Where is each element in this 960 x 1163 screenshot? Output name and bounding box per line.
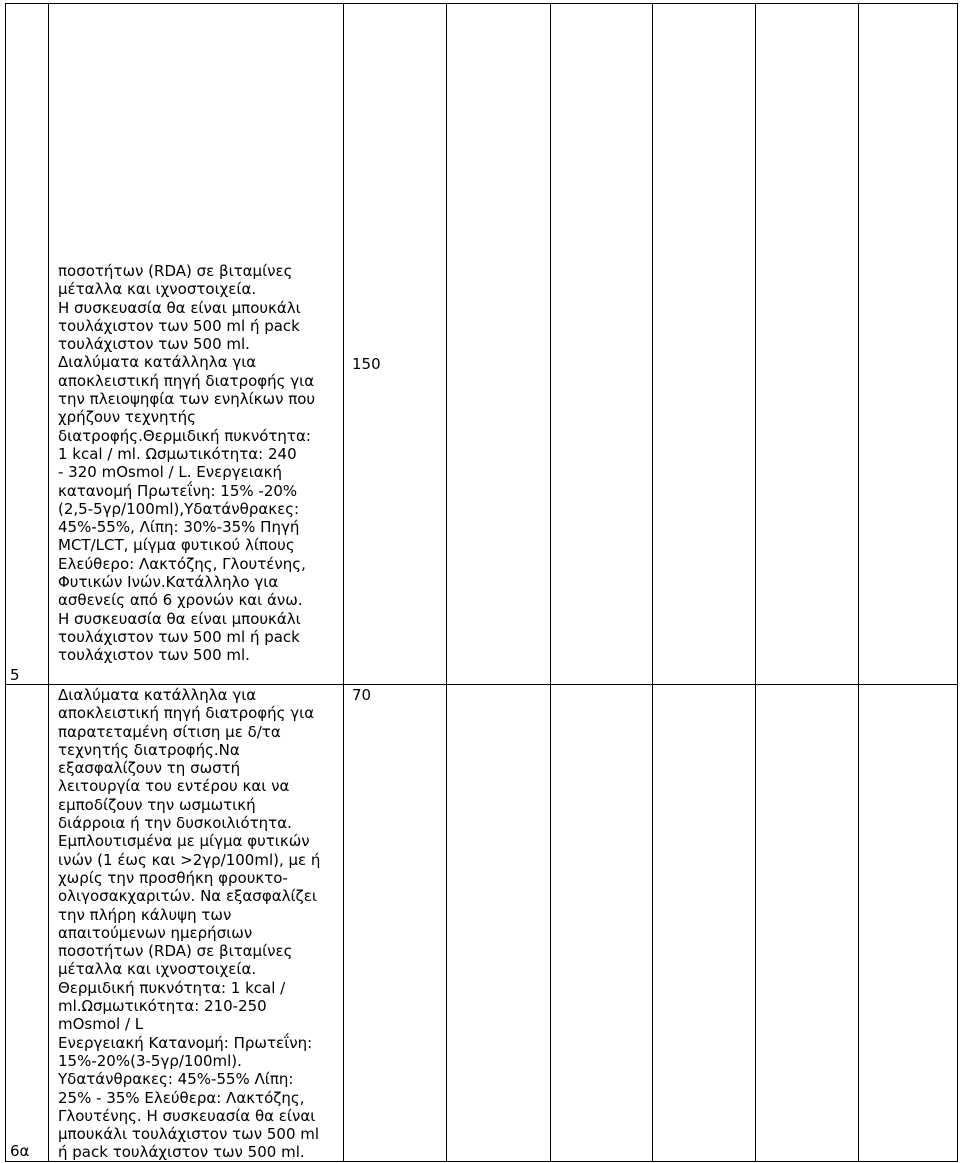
column-divider (755, 3, 756, 1162)
column-divider (5, 3, 6, 1162)
row-quantity: 150 (352, 355, 381, 373)
column-divider (446, 3, 447, 1162)
row-divider (5, 684, 958, 685)
row-quantity: 70 (352, 686, 372, 704)
row-number: 6α (10, 1142, 30, 1160)
table-top-border (5, 3, 958, 4)
column-divider (957, 3, 958, 1162)
row-number: 5 (10, 666, 20, 684)
row-description: Διαλύματα κατάλληλα για αποκλειστική πηγή διατροφής για παρατεταμένη σίτιση με δ/τα τεχνητής διατροφής.Να εξασφαλίζουν τη σωστή λειτουργία του εντέρου και να εμποδίζουν την ωσμωτική διάρροια ή την δυσκοιλιότητα. Εμπλουτισμένα με μίγμα φυτικών ινών (1 έως και >2γρ/100ml), με ή χωρίς την προσθήκη φρουκτο- ολιγοσακχαριτών. Να εξασφαλίζει την πλήρη κάλυψη των απαιτούμενων ημερήσιων ποσοτήτων (RDA) σε βιταμίνες μέταλλα και ιχνοστοιχεία. Θερμιδική πυκνότητα: 1 kcal / ml.Ωσμωτικότητα: 210-250 mOsmol / L Ενεργειακή Κατανομή: Πρωτεΐνη: 15%-20%(3-5γρ/100ml). Υδατάνθρακες: 45%-55% Λίπη: 25% - 35% Ελεύθερα: Λακτόζης, Γλουτένης. Η συσκευασία θα είναι μπουκάλι τουλάχιστον των 500 ml ή pack τουλάχιστον των 500 ml. (58, 686, 321, 1162)
column-divider (550, 3, 551, 1162)
row-description: ποσοτήτων (RDA) σε βιταμίνες μέταλλα και ιχνοστοιχεία. Η συσκευασία θα είναι μπουκάλι τουλάχιστον των 500 ml ή pack τουλάχιστον των 500 ml. Διαλύματα κατάλληλα για αποκλειστική πηγή διατροφής για την πλειοψηφία των ενηλίκων που χρήζουν τεχνητής διατροφής.Θερμιδική πυκνότητα: 1 kcal / ml. Ωσμωτικότητα: 240 - 320 mOsmol / L. Ενεργειακή κατανομή Πρωτεΐνη: 15% -20% (2,5-5γρ/100ml),Υδατάνθρακες: 45%-55%, Λίπη: 30%-35% Πηγή MCT/LCT, μίγμα φυτικού λίπους Ελεύθερο: Λακτόζης, Γλουτένης, Φυτικών Ινών.Κατάλληλο για ασθενείς από 6 χρονών και άνω. Η συσκευασία θα είναι μπουκάλι τουλάχιστον των 500 ml ή pack τουλάχιστον των 500 ml. (58, 262, 316, 665)
column-divider (48, 3, 49, 1162)
column-divider (652, 3, 653, 1162)
column-divider (858, 3, 859, 1162)
